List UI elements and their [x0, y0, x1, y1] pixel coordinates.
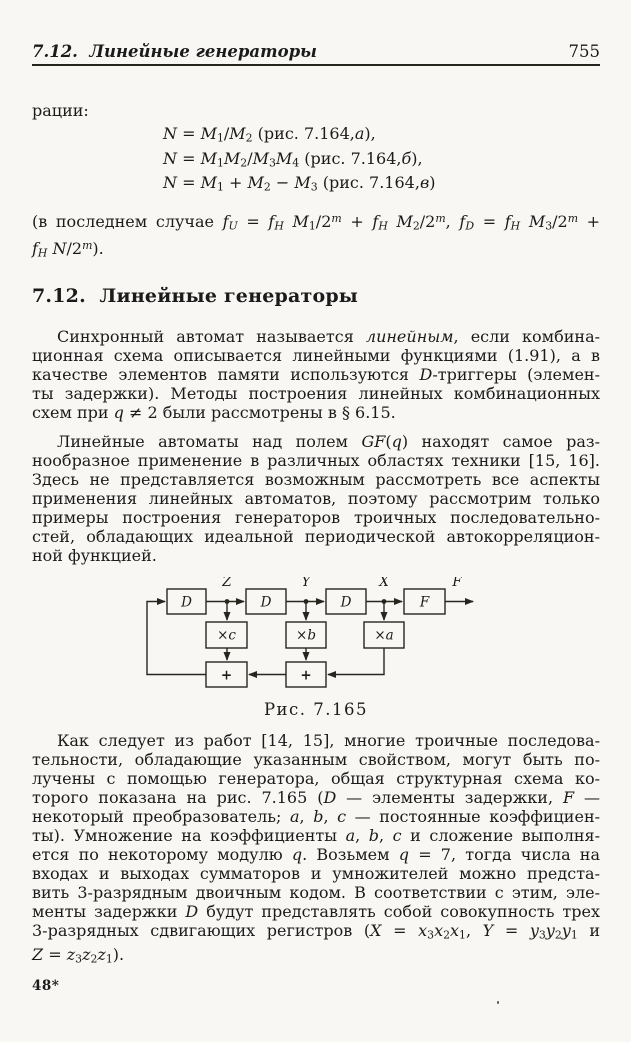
text-line: ты задержки). Методы построения линейных комбинационных [32, 384, 600, 404]
paragraph-3 [32, 731, 600, 968]
wire-feedback [147, 602, 206, 675]
paragraph-2 [32, 432, 600, 565]
equation-line: $N = M_1M_2/M_3M_4$ (рис. 7.164,б), [163, 148, 423, 170]
text-line: 3-разрядных сдвигающих регистров ($X = x_3x_2x_1$, $Y = y_3y_2y_1$ и [32, 921, 600, 943]
multiplier-c-label: ×c [217, 627, 236, 644]
text-line: Здесь не представляется возможным рассмотреть все аспекты [32, 470, 600, 490]
text-line: Как следует из работ [14, 15], многие троичные последова- [57, 731, 600, 751]
page-number: 755 [568, 42, 600, 61]
running-head-title: 7.12. Линейные генераторы [32, 42, 317, 61]
text-line: стей, обладающих идеальной периодической автокорреляцион- [32, 527, 600, 547]
delay-label-3: D [340, 594, 352, 611]
signal-label-x: X [379, 577, 389, 591]
signal-label-z: Z [222, 577, 232, 591]
delay-label-1: D [181, 594, 192, 611]
adder-label-1: + [220, 667, 233, 684]
text-line: лучены с помощью генератора, общая структурная схема ко- [32, 769, 600, 789]
text-line: ется по некоторому модулю q. Возьмем q = 7, тогда числа на [32, 845, 601, 865]
signal-label-y: Y [301, 577, 311, 591]
text-line: тельности, обладающие указанным свойством, могут быть по- [32, 750, 600, 770]
printer-signature: 48* [32, 978, 60, 994]
equation-note [32, 209, 600, 262]
text-line: менты задержки D будут представлять собой совокупность трех [32, 902, 600, 922]
note-line: $f_H$ N/2$^m$). [32, 238, 104, 260]
adder-label-2: + [300, 667, 312, 684]
note-line: (в последнем случае $f_U = f_H$ $M_1/2^m + f_H$ $M_2/2^m$, $f_D = f_H$ $M_3/2^m$ + [32, 212, 601, 233]
text-line: некоторый преобразователь; a, b, c — постоянные коэффициен- [32, 807, 601, 827]
multiplier-b-label: ×b [296, 627, 316, 644]
text-line: ты). Умножение на коэффициенты a, b, c и сложение выполня- [32, 826, 601, 846]
figure-caption: Рис. 7.165 [263, 700, 369, 720]
equation-line: $N = M_1/M_2$ (рис. 7.164,а), [163, 124, 376, 145]
text-line: примеры построения генераторов троичных последовательно- [32, 508, 600, 528]
text-line: $Z = z_3z_2z_1$). [32, 945, 125, 966]
text-line: вить 3-разрядным двоичным кодом. В соответствии с этим, эле- [32, 883, 600, 903]
book-page [0, 42, 631, 1042]
text-line: качестве элементов памяти используются D-триггеры (элемен- [32, 365, 601, 385]
text-line: нообразное применение в различных областях техники [15, 16]. [32, 451, 600, 471]
text-line: применения линейных автоматов, поэтому рассмотрим только [32, 489, 600, 509]
delay-label-2: D [260, 594, 272, 611]
output-label-f: F [452, 577, 462, 591]
text-line: Синхронный автомат называется линейным, если комбина- [57, 327, 601, 347]
text-line: ционная схема описывается линейными функциями (1.91), а в [32, 346, 600, 366]
text-line: торого показана на рис. 7.165 (D — элементы задержки, F — [32, 788, 600, 808]
scan-speck [497, 1001, 499, 1004]
text-line: Линейные автоматы над полем GF(q) находят самое раз- [57, 432, 600, 452]
junction-x [382, 599, 387, 604]
junction-y [304, 599, 309, 604]
figure-7-165-diagram [140, 577, 492, 699]
wire-ma-adder2 [328, 648, 384, 675]
text-line: схем при q ≠ 2 были рассмотрены в § 6.15. [32, 403, 396, 423]
section-heading: 7.12. Линейные генераторы [32, 285, 359, 308]
block-diagram [140, 577, 492, 699]
equation-line: $N = M_1 + M_2 - M_3$ (рис. 7.164,в) [163, 173, 436, 195]
running-head [32, 42, 600, 66]
transform-label: F [419, 594, 430, 611]
equation-block [163, 124, 600, 198]
text-line: ной функцией. [32, 546, 157, 566]
junction-z [225, 599, 230, 604]
multiplier-a-label: ×a [374, 627, 394, 644]
text-line: входах и выходах сумматоров и умножителей можно предста- [32, 864, 600, 884]
paragraph-continuation: рации: [32, 101, 89, 120]
paragraph-1 [32, 327, 600, 422]
